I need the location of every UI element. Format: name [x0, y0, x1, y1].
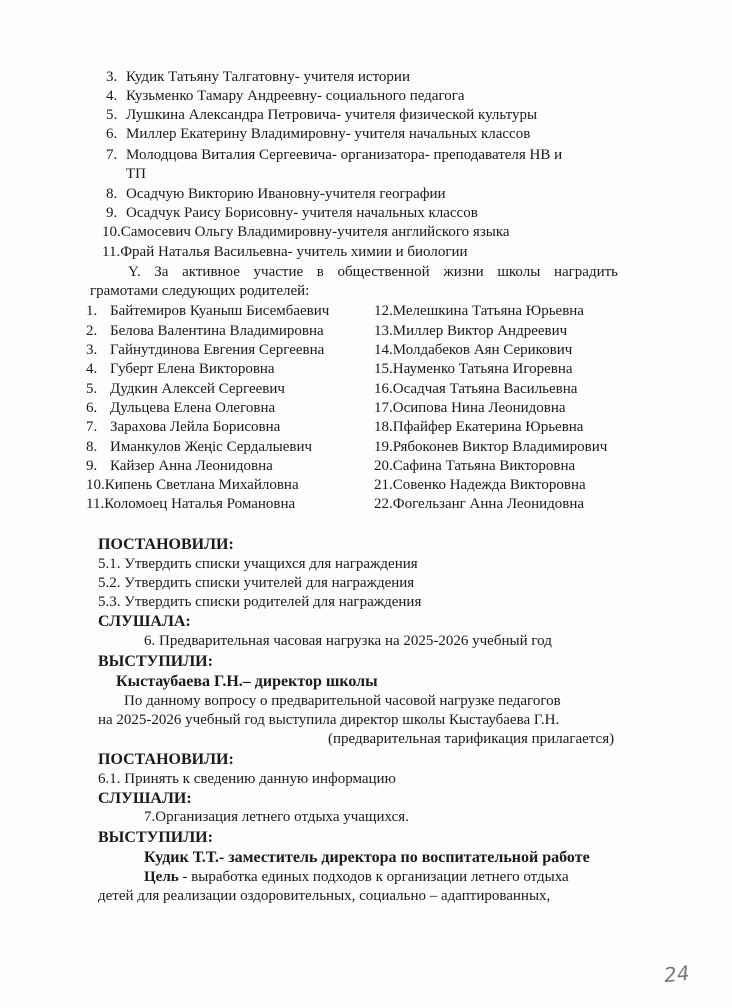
- parents-intro-line2: грамотами следующих родителей:: [90, 283, 310, 299]
- list-item: 6. Дульцева Елена Олеговна: [86, 400, 276, 416]
- list-item: 16.Осадчая Татьяна Васильевна: [374, 381, 578, 397]
- paragraph-line: (предварительная тарификация прилагается): [328, 731, 615, 747]
- list-item: 8. Осадчую Викторию Ивановну-учителя географии: [106, 186, 446, 202]
- section-heading: ВЫСТУПИЛИ:: [98, 653, 213, 670]
- list-item: 19.Рябоконев Виктор Владимирович: [374, 439, 608, 455]
- resolution-item: 5.2. Утвердить списки учителей для награждения: [98, 575, 415, 591]
- list-item: 5. Дудкин Алексей Сергеевич: [86, 381, 285, 397]
- list-item: 9. Кайзер Анна Леонидовна: [86, 458, 273, 474]
- list-item: 3. Кудик Татьяну Талгатовну- учителя истории: [106, 69, 410, 85]
- list-item: 18.Пфайфер Екатерина Юрьевна: [374, 419, 584, 435]
- list-item: 1. Байтемиров Куаныш Бисембаевич: [86, 303, 330, 319]
- list-item: 7. Молодцова Виталия Сергеевича- организатора- преподавателя НВ и: [106, 147, 563, 163]
- list-item: 21.Совенко Надежда Викторовна: [374, 477, 586, 493]
- section-heading: ПОСТАНОВИЛИ:: [98, 536, 234, 553]
- resolution-item: 5.3. Утвердить списки родителей для награждения: [98, 594, 422, 610]
- list-item: 4. Губерт Елена Викторовна: [86, 361, 275, 377]
- paragraph-line: детей для реализации оздоровительных, социально – адаптированных,: [98, 888, 551, 904]
- paragraph-line: Цель - выработка единых подходов к организации летнего отдыха: [144, 869, 569, 885]
- list-item: 13.Миллер Виктор Андреевич: [374, 323, 568, 339]
- agenda-item: 7.Организация летнего отдыха учащихся.: [144, 809, 409, 825]
- speaker-name: Кыстаубаева Г.Н.– директор школы: [116, 673, 378, 690]
- page-number-handwritten: 24: [662, 960, 691, 988]
- section-heading: ПОСТАНОВИЛИ:: [98, 751, 234, 768]
- speaker-name: Кудик Т.Т.- заместитель директора по воспитательной работе: [144, 849, 590, 866]
- list-item-continuation: ТП: [126, 166, 146, 182]
- list-item: 17.Осипова Нина Леонидовна: [374, 400, 566, 416]
- section-heading: ВЫСТУПИЛИ:: [98, 829, 213, 846]
- paragraph-line: на 2025-2026 учебный год выступила директор школы Кыстаубаева Г.Н.: [98, 712, 560, 728]
- parents-intro-line1: Y. За активное участие в общественной жизни школы наградить: [128, 264, 618, 280]
- list-item: 7. Зарахова Лейла Борисовна: [86, 419, 281, 435]
- list-item: 11.Коломоец Наталья Романовна: [86, 496, 296, 512]
- paragraph-line: По данному вопросу о предварительной часовой нагрузке педагогов: [124, 693, 561, 709]
- list-item: 10.Кипень Светлана Михайловна: [86, 477, 299, 493]
- list-item: 12.Мелешкина Татьяна Юрьевна: [374, 303, 584, 319]
- list-item: 14.Молдабеков Аян Серикович: [374, 342, 573, 358]
- list-item: 5. Лушкина Александра Петровича- учителя физической культуры: [106, 107, 538, 123]
- section-heading: СЛУШАЛА:: [98, 613, 191, 630]
- resolution-item: 6.1. Принять к сведению данную информацию: [98, 771, 396, 787]
- list-item: 22.Фогельзанг Анна Леонидовна: [374, 496, 585, 512]
- list-item: 9. Осадчук Раису Борисовну- учителя начальных классов: [106, 205, 478, 221]
- list-item: 8. Иманкулов Жеңіс Сердалыевич: [86, 439, 313, 455]
- list-item: 11.Фрай Наталья Васильевна- учитель химии и биологии: [102, 244, 468, 260]
- list-item: 3. Гайнутдинова Евгения Сергеевна: [86, 342, 325, 358]
- list-item: 6. Миллер Екатерину Владимировну- учителя начальных классов: [106, 126, 531, 142]
- list-item: 10.Самосевич Ольгу Владимировну-учителя английского языка: [102, 224, 510, 240]
- list-item: 4. Кузьменко Тамару Андреевну- социального педагога: [106, 88, 465, 104]
- goal-label: Цель: [144, 869, 179, 885]
- section-heading: СЛУШАЛИ:: [98, 790, 192, 807]
- list-item: 2. Белова Валентина Владимировна: [86, 323, 324, 339]
- list-item: 20.Сафина Татьяна Викторовна: [374, 458, 576, 474]
- list-item: 15.Науменко Татьяна Игоревна: [374, 361, 573, 377]
- agenda-item: 6. Предварительная часовая нагрузка на 2025-2026 учебный год: [144, 633, 552, 649]
- resolution-item: 5.1. Утвердить списки учащихся для награждения: [98, 556, 418, 572]
